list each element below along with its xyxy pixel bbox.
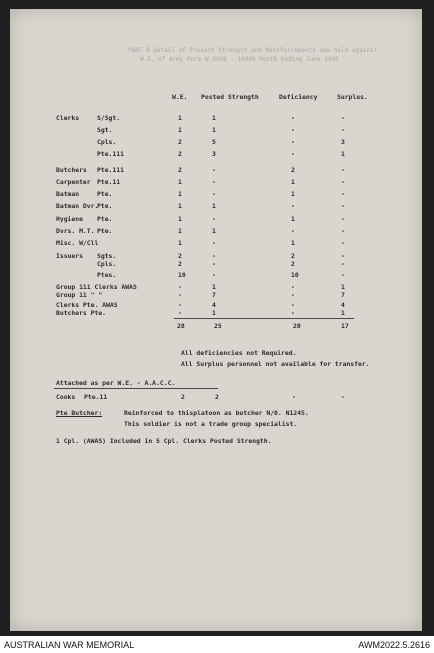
row-label: Batman (56, 190, 80, 198)
row-we: 2 (178, 166, 182, 174)
row-label: Clerks Pte. AWAS (56, 301, 118, 309)
row-label: Group 111 Clerks AWAS (56, 283, 137, 291)
row-we: 1 (178, 190, 182, 198)
row-surplus: 1 (341, 283, 345, 291)
attached-we: 2 (181, 393, 185, 401)
row-rank: Pte. (97, 227, 113, 235)
row-deficiency: - (291, 291, 295, 299)
row-we: 1 (178, 202, 182, 210)
row-posted: - (212, 215, 216, 223)
row-surplus: - (341, 114, 345, 122)
row-deficiency: - (291, 309, 295, 317)
row-we: - (178, 291, 182, 299)
note-deficiencies: All deficiencies not Required. (181, 349, 297, 357)
row-posted: 4 (212, 301, 216, 309)
row-posted: - (212, 271, 216, 279)
row-surplus: - (341, 271, 345, 279)
row-rank: Cpls. (97, 138, 117, 146)
row-rank: S/Sgt. (97, 114, 121, 122)
row-label: Clerks (56, 114, 80, 122)
row-surplus: 4 (341, 301, 345, 309)
row-deficiency: 1 (291, 239, 295, 247)
note-surplus: All Surplus personnel not available for transfer. (181, 360, 370, 368)
row-rank: Cpls. (97, 260, 117, 268)
faint-header-line-1: PART B Detail of Present Strength and Reinforcements now held against (128, 47, 378, 54)
row-posted: 1 (212, 126, 216, 134)
row-we: 2 (178, 138, 182, 146)
row-we: - (178, 301, 182, 309)
column-header-we: W.E. (172, 93, 188, 101)
row-posted: 7 (212, 291, 216, 299)
row-we: 2 (178, 150, 182, 158)
row-surplus: - (341, 215, 345, 223)
row-surplus: - (341, 166, 345, 174)
attached-rule (54, 388, 218, 389)
row-label: Carpenter (56, 178, 91, 186)
row-rank: Pte. (97, 190, 113, 198)
footer-institution: AUSTRALIAN WAR MEMORIAL (4, 640, 135, 650)
row-we: - (178, 283, 182, 291)
document-page (10, 9, 422, 631)
footer-bar (0, 636, 434, 653)
row-posted: 5 (212, 138, 216, 146)
total-deficiency: 20 (293, 322, 301, 330)
row-deficiency: 10 (291, 271, 299, 279)
row-deficiency: - (291, 138, 295, 146)
row-posted: - (212, 178, 216, 186)
row-deficiency: 2 (291, 260, 295, 268)
row-deficiency: - (291, 227, 295, 235)
row-deficiency: 1 (291, 178, 295, 186)
row-deficiency: - (291, 283, 295, 291)
row-surplus: - (341, 178, 345, 186)
attached-surplus: - (341, 393, 345, 401)
row-rank: Pte.111 (97, 166, 124, 174)
row-posted: 1 (212, 114, 216, 122)
attached-deficiency: - (292, 393, 296, 401)
faint-header-line-2: W.E. of Army Form W.3008 - 10000 Month Ending June 1945 (140, 56, 339, 63)
column-header-deficiency: Deficiency (279, 93, 318, 101)
row-posted: 1 (212, 202, 216, 210)
row-deficiency: - (291, 114, 295, 122)
row-label: Dvrs. M.T. (56, 227, 95, 235)
column-header-posted-strength: Posted Strength (201, 93, 259, 101)
awas-note: 1 Cpl. (AWAS) Included in 5 Cpl. Clerks Posted Strength. (56, 437, 272, 445)
row-deficiency: - (291, 150, 295, 158)
row-label: Misc. W/Cll (56, 239, 99, 247)
total-surplus: 17 (341, 322, 349, 330)
row-label: Hygiene (56, 215, 83, 223)
attached-rank: Pte.11 (84, 393, 108, 401)
pte-butcher-line-1: Reinforced to thisplatoon as butcher N/0. N1245. (124, 409, 309, 417)
footer-accession-number: AWM2022.5.2616 (358, 640, 430, 650)
row-we: 1 (178, 178, 182, 186)
pte-butcher-line-2: This soldier is not a trade group specialist. (124, 420, 298, 428)
row-we: 1 (178, 227, 182, 235)
row-we: - (178, 309, 182, 317)
row-surplus: 1 (341, 309, 345, 317)
row-surplus: 3 (341, 138, 345, 146)
totals-rule (174, 318, 354, 319)
row-deficiency: 2 (291, 166, 295, 174)
row-we: 1 (178, 215, 182, 223)
row-deficiency: - (291, 202, 295, 210)
row-we: 2 (178, 252, 182, 260)
row-rank: Pte. (97, 202, 113, 210)
row-rank: Pte.111 (97, 150, 124, 158)
row-surplus: - (341, 126, 345, 134)
row-we: 1 (178, 126, 182, 134)
row-rank: Pte.11 (97, 178, 121, 186)
row-label: Butchers (56, 166, 87, 174)
row-deficiency: - (291, 301, 295, 309)
row-we: 10 (178, 271, 186, 279)
row-posted: 1 (212, 283, 216, 291)
row-we: 1 (178, 239, 182, 247)
row-surplus: - (341, 260, 345, 268)
attached-label: Cooks (56, 393, 76, 401)
row-label: Issuers (56, 252, 83, 260)
row-we: 1 (178, 114, 182, 122)
row-label: Group 11 " " (56, 291, 103, 299)
column-header-surplus: Surplus. (337, 93, 368, 101)
row-surplus: 1 (341, 150, 345, 158)
row-posted: 1 (212, 227, 216, 235)
attached-heading: Attached as per W.E. - A.A.C.C. (56, 379, 176, 387)
row-we: 2 (178, 260, 182, 268)
row-posted: - (212, 252, 216, 260)
row-deficiency: 2 (291, 252, 295, 260)
attached-posted: 2 (215, 393, 219, 401)
row-deficiency: 1 (291, 190, 295, 198)
row-surplus: 7 (341, 291, 345, 299)
row-posted: - (212, 190, 216, 198)
total-we: 28 (177, 322, 185, 330)
row-rank: Ptes. (97, 271, 117, 279)
row-surplus: - (341, 190, 345, 198)
row-surplus: - (341, 239, 345, 247)
total-posted: 25 (214, 322, 222, 330)
row-surplus: - (341, 227, 345, 235)
row-label: Butchers Pte. (56, 309, 107, 317)
row-posted: - (212, 239, 216, 247)
row-posted: - (212, 260, 216, 268)
row-posted: 3 (212, 150, 216, 158)
row-label: Batman Dvr. (56, 202, 99, 210)
row-deficiency: 1 (291, 215, 295, 223)
row-rank: Pte. (97, 215, 113, 223)
row-posted: 1 (212, 309, 216, 317)
row-rank: Sgts. (97, 252, 117, 260)
row-surplus: - (341, 202, 345, 210)
row-posted: - (212, 166, 216, 174)
row-deficiency: - (291, 126, 295, 134)
row-rank: Sgt. (97, 126, 113, 134)
row-surplus: - (341, 252, 345, 260)
pte-butcher-label: Pte Butcher: (56, 409, 103, 417)
